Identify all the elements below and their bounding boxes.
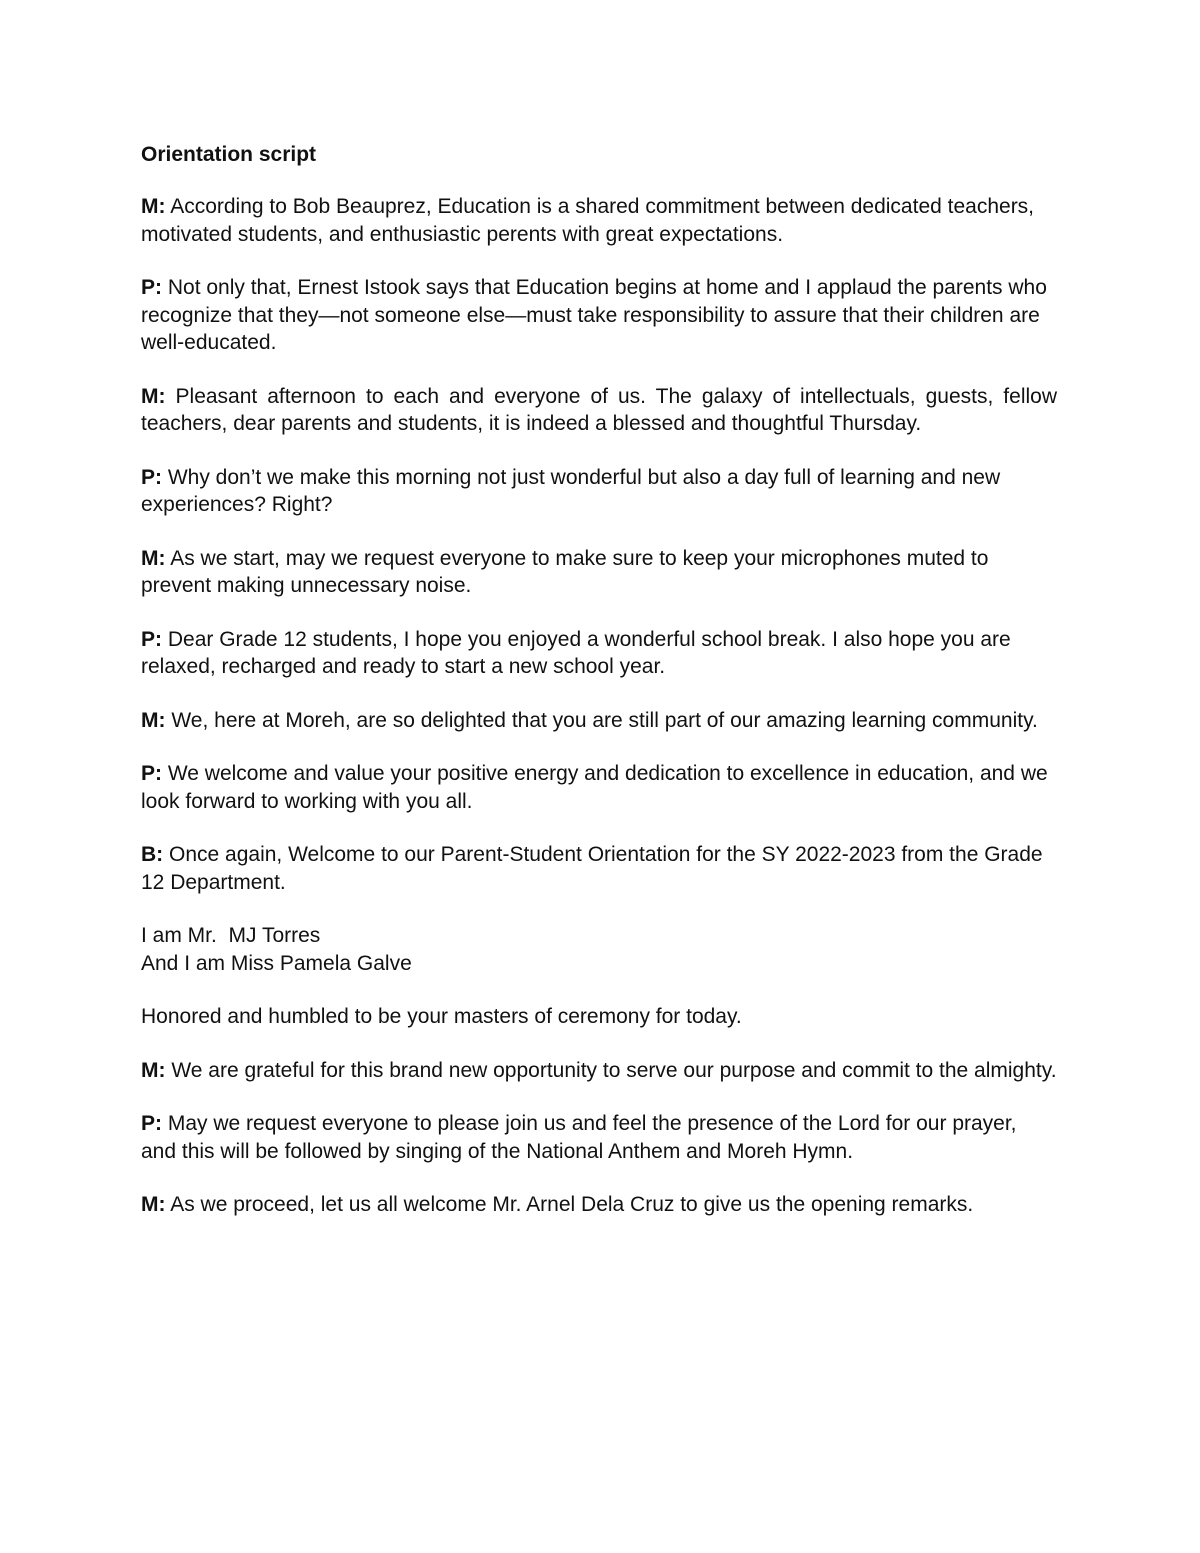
- script-paragraph: [141, 545, 1057, 600]
- paragraph-text: We welcome and value your positive energy and dedication to excellence in education, and we look forward to working with you all.: [141, 762, 1048, 813]
- paragraph-text: We are grateful for this brand new opportunity to serve our purpose and commit to the almighty.: [171, 1058, 1057, 1082]
- script-paragraph: [141, 760, 1057, 815]
- script-paragraph: [141, 274, 1057, 357]
- paragraph-text: Dear Grade 12 students, I hope you enjoyed a wonderful school break. I also hope you are relaxed, recharged and ready to start a new school year.: [141, 627, 1011, 678]
- script-paragraph: [141, 383, 1057, 438]
- script-paragraph: [141, 626, 1057, 681]
- script-paragraph: [141, 1191, 1057, 1219]
- mc-introduction: [141, 922, 1057, 977]
- paragraph-text: Once again, Welcome to our Parent-Student Orientation for the SY 2022-2023 from the Grade 12 Department.: [141, 843, 1043, 894]
- speaker-label: B:: [141, 843, 164, 866]
- paragraph-text: Why don’t we make this morning not just wonderful but also a day full of learning and new experiences? Right?: [141, 465, 1001, 516]
- speaker-label: M:: [141, 384, 166, 408]
- paragraph-text: We, here at Moreh, are so delighted that you are still part of our amazing learning community.: [171, 708, 1038, 732]
- script-paragraph: [141, 1110, 1057, 1165]
- script-paragraph: [141, 841, 1057, 896]
- speaker-label: M:: [141, 546, 166, 570]
- paragraph-text: As we proceed, let us all welcome Mr. Arnel Dela Cruz to give us the opening remarks.: [170, 1193, 974, 1216]
- document-page: [141, 141, 1057, 1219]
- intro-line: I am Mr. MJ Torres: [141, 924, 321, 947]
- speaker-label: M:: [141, 195, 166, 218]
- document-title: Orientation script: [141, 143, 317, 166]
- speaker-label: P:: [141, 276, 162, 299]
- intro-line: And I am Miss Pamela Galve: [141, 951, 412, 975]
- paragraph-text: As we start, may we request everyone to make sure to keep your microphones muted to prevent making unnecessary noise.: [141, 546, 989, 597]
- speaker-label: P:: [141, 465, 162, 489]
- speaker-label: P:: [141, 762, 162, 785]
- script-paragraph: [141, 1057, 1057, 1085]
- speaker-label: M:: [141, 1058, 166, 1082]
- speaker-label: P:: [141, 1112, 162, 1135]
- paragraph-text: Not only that, Ernest Istook says that Education begins at home and I applaud the parents who recognize that they—not someone else—must take responsibility to assure that their children are well-educated.: [141, 276, 1047, 354]
- speaker-label: P:: [141, 627, 162, 651]
- honored-line: Honored and humbled to be your masters of ceremony for today.: [141, 1005, 742, 1028]
- script-paragraph: [141, 193, 1057, 248]
- speaker-label: M:: [141, 708, 166, 732]
- speaker-label: M:: [141, 1193, 166, 1216]
- paragraph-text: Pleasant afternoon to each and everyone of us. The galaxy of intellectuals, guests, fellow teachers, dear parents and students, it is indeed a blessed and thoughtful Thursday.: [141, 384, 1058, 435]
- paragraph-text: May we request everyone to please join us and feel the presence of the Lord for our prayer, and this will be followed by singing of the National Anthem and Moreh Hymn.: [141, 1112, 1017, 1163]
- paragraph-text: According to Bob Beauprez, Education is a shared commitment between dedicated teachers, motivated students, and enthusiastic perents with great expectations.: [141, 195, 1035, 246]
- script-paragraph: [141, 464, 1057, 519]
- script-paragraph: [141, 707, 1057, 735]
